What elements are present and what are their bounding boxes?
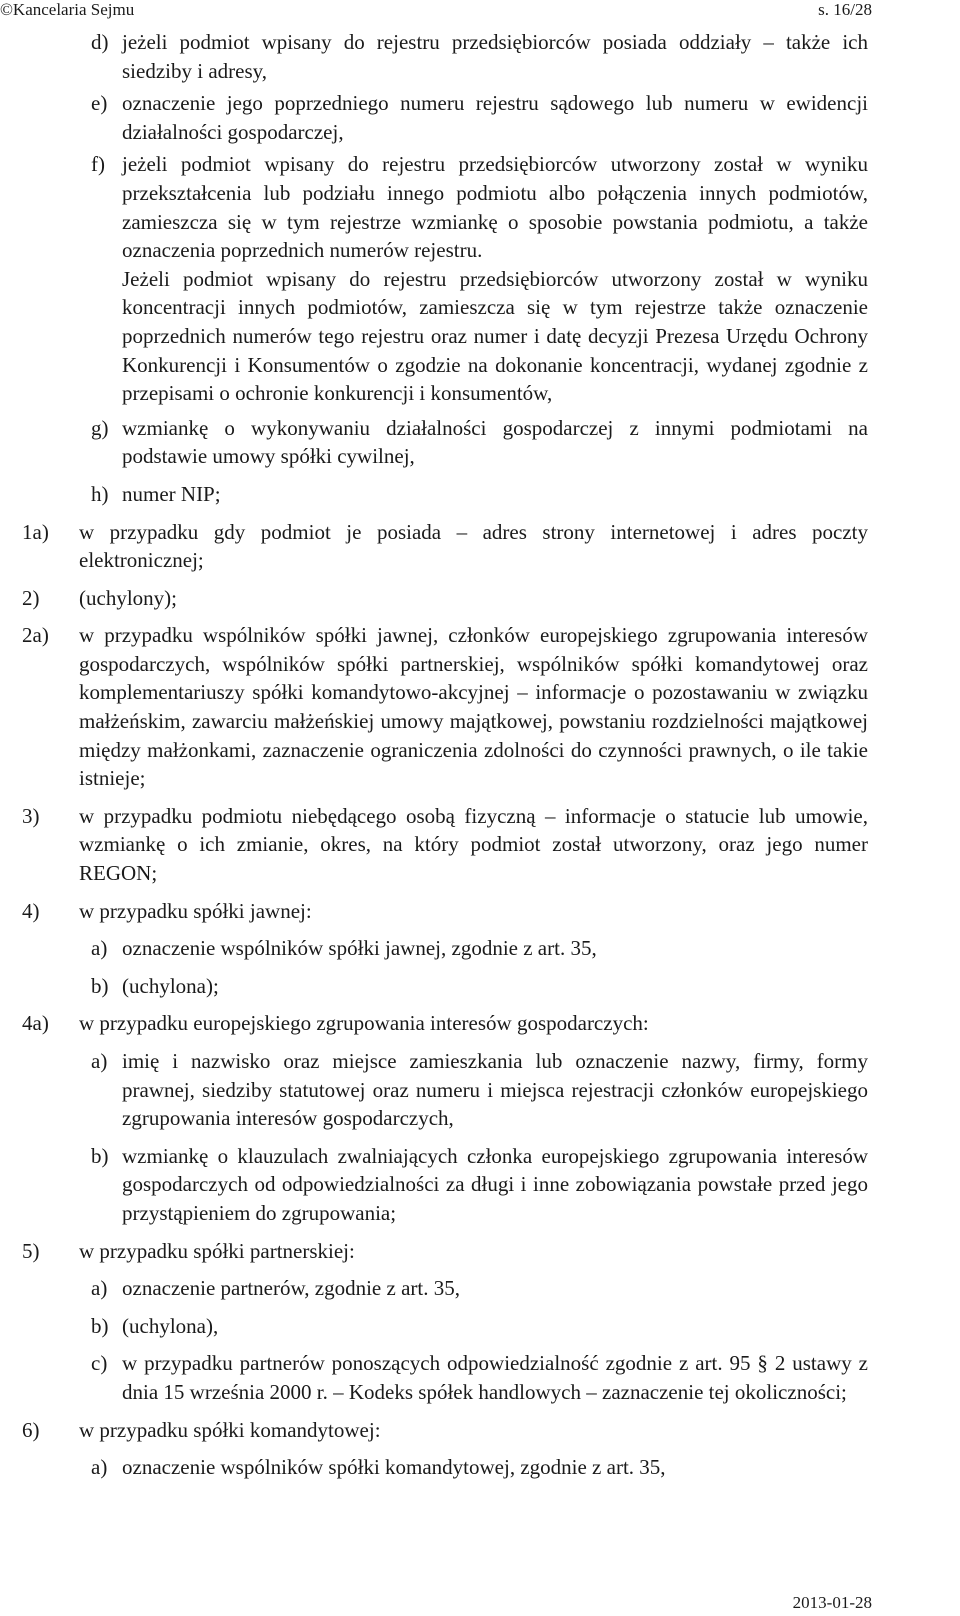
item-text: numer NIP; [122,481,221,506]
item-text: w przypadku spółki partnerskiej: [79,1238,355,1263]
item-label: b) [91,1313,109,1338]
list-item [0,480,868,509]
item-label: f) [91,152,105,177]
list-item [0,1312,868,1341]
list-item [0,1047,868,1133]
item-label: 1a) [22,519,49,544]
item-text: oznaczenie partnerów, zgodnie z art. 35, [122,1276,460,1301]
item-text: oznaczenie wspólników spółki jawnej, zgodnie z art. 35, [122,936,597,961]
item-text: oznaczenie wspólników spółki komandytowej, zgodnie z art. 35, [122,1455,666,1480]
item-text: w przypadku partnerów ponoszących odpowiedzialność zgodnie z art. 95 § 2 ustawy z dnia 15 września 2000 r. – Kodeks spółek handlowych – zaznaczenie tej okoliczności; [122,1351,868,1404]
item-text: jeżeli podmiot wpisany do rejestru przedsiębiorców posiada oddziały – także ich siedziby i adresy, [122,30,868,83]
item-label: 6) [22,1417,40,1442]
list-item [0,1453,868,1482]
item-text: wzmiankę o wykonywaniu działalności gospodarczej z innymi podmiotami na podstawie umowy spółki cywilnej, [122,415,868,469]
list-item [0,150,868,264]
item-text: w przypadku europejskiego zgrupowania interesów gospodarczych: [79,1011,649,1036]
item-label: 3) [22,803,40,828]
item-text: imię i nazwisko oraz miejsce zamieszkania lub oznaczenie nazwy, firmy, formy prawnej, siedziby statutowej oraz numeru i miejsca rejestracji członków europejskiego zgrupowania interesów gospodarczych, [122,1049,868,1131]
list-item [0,518,868,575]
item-text: w przypadku wspólników spółki jawnej, członków europejskiego zgrupowania interesów gospodarczych, wspólników spółki partnerskiej, wspólników spółki komandytowej oraz komplementariuszy spółki komandytowo-akcyjnej – informacje o pozostawaniu w związku małżeńskim, zawarciu małżeńskiej umowy majątkowej, powstaniu rozdzielności majątkowej między małżonkami, zaznaczenie ograniczenia zdolności do czynności prawnych, o ile takie istnieje; [79,623,868,791]
list-item [0,1349,868,1406]
item-text: w przypadku podmiotu niebędącego osobą fizyczną – informacje o statucie lub umowie, wzmiankę o ich zmianie, okres, na który podmiot został utworzony, oraz jego numer REGON; [79,803,868,886]
item-label: a) [91,1455,108,1480]
list-item [0,802,868,888]
item-text: (uchylona); [122,973,219,998]
list-item [0,28,868,85]
list-item [0,584,868,613]
continuation-paragraph: Jeżeli podmiot wpisany do rejestru przedsiębiorców utworzony został w wyniku koncentracji innych podmiotów, zamieszcza się w tym rejestrze także oznaczenie poprzednich numerów tego rejestru oraz numer i datę decyzji Prezesa Urzędu Ochrony Konkurencji i Konsumentów o zgodzie na dokonanie koncentracji, wydanej zgodnie z przepisami o ochronie konkurencji i konsumentów, [122,266,868,406]
list-item [0,1142,868,1228]
page-header [0,0,960,26]
item-text: w przypadku gdy podmiot je posiada – adres strony internetowej i adres poczty elektronicznej; [79,519,868,573]
item-text: oznaczenie jego poprzedniego numeru rejestru sądowego lub numeru w ewidencji działalności gospodarczej, [122,91,868,144]
list-item [0,972,868,1001]
item-text: (uchylona), [122,1313,219,1338]
item-label: a) [91,1276,108,1301]
footer-date: 2013-01-28 [792,1593,872,1612]
item-label: a) [91,936,108,961]
item-text: w przypadku spółki jawnej: [79,898,312,923]
list-item [0,89,868,146]
list-item [0,934,868,963]
item-label: a) [91,1049,108,1073]
item-label: h) [91,481,109,506]
item-text: wzmiankę o klauzulach zwalniających członka europejskiego zgrupowania interesów gospodarczych od odpowiedzialności za długi i inne zobowiązania powstałe przed jego przystąpieniem do zgrupowania; [122,1143,868,1225]
list-item [0,1416,868,1445]
document-body [0,28,868,1491]
item-label: 4) [22,898,40,923]
item-label: 5) [22,1238,40,1263]
item-text: w przypadku spółki komandytowej: [79,1417,381,1442]
item-label: b) [91,1143,109,1168]
item-label: 4a) [22,1011,49,1036]
list-item [0,1237,868,1266]
copyright-label: ©Kancelaria Sejmu [0,0,135,19]
list-item [0,621,868,793]
item-label: 2) [22,585,40,610]
item-text: (uchylony); [79,585,177,610]
item-label: 2a) [22,623,49,648]
page-number: s. 16/28 [818,0,872,19]
item-label: e) [91,91,108,116]
list-item [0,414,868,471]
item-label: b) [91,973,109,998]
list-item [0,1274,868,1303]
item-label: d) [91,30,109,54]
list-item [0,897,868,926]
item-label: c) [91,1351,108,1376]
list-item [0,1009,868,1038]
item-text: jeżeli podmiot wpisany do rejestru przedsiębiorców utworzony został w wyniku przekształcenia lub podziału innego podmiotu albo połączenia innych podmiotów, zamieszcza się w tym rejestrze wzmiankę o sposobie powstania podmiotu, a także oznaczenia poprzednich numerów rejestru. [122,152,868,263]
item-label: g) [91,415,109,440]
